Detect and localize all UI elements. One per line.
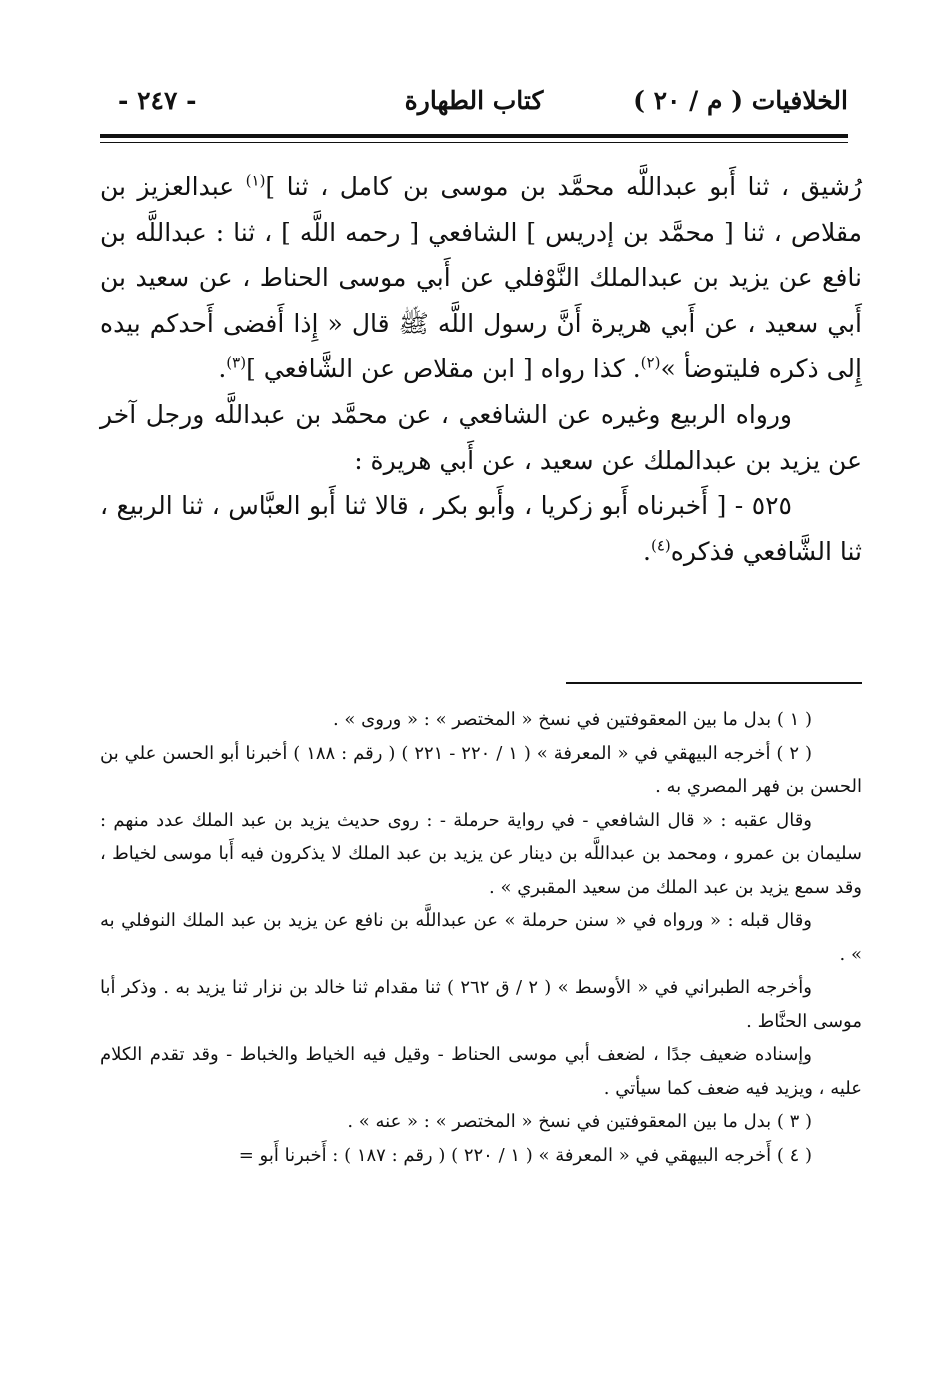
footnote-1: ( ١ ) بدل ما بين المعقوفتين في نسخ « المختصر » : « وروى » . — [332, 709, 812, 730]
main-text — [100, 164, 862, 574]
page-number: - ٢٤٧ - — [118, 86, 197, 115]
footnote-separator — [566, 682, 862, 684]
header-rule-thin — [100, 142, 848, 143]
paragraph-1: رُشيق ، ثنا أَبو عبداللَّه محمَّد بن موسى بن كامل ، ثنا ]$^{(١)}$ عبدالعزيز بن مقلاص ، ثنا [ محمَّد بن إدريس ] الشافعي [ رحمه اللَّه ] ، ثنا : عبداللَّه بن نافع عن يزيد بن عبدالملك النَّوْفلي عن أَبي موسى الحناط ، عن سعيد بن أَبي سعيد ، عن أَبي هريرة أَنَّ رسول اللَّه ﷺ قال « إِذا أَفضى أَحدكم بيده إِلى ذكره فليتوضأ »$^{(٢)}$. كذا رواه [ ابن مقلاص عن الشَّافعي ]$^{(٣)}$. — [100, 171, 862, 384]
footnote-ref-3: (٣) — [226, 354, 247, 373]
footnote-2-cont-c: وأخرجه الطبراني في « الأوسط » ( ٢ / ق ٢٦٢ ) ثنا مقدام ثنا خالد بن نزار ثنا يزيد به . وذكر أبا موسى الحنَّاط . — [100, 977, 862, 1032]
paragraph-3: ٥٢٥ - [ أَخبرناه أَبو زكريا ، وأَبو بكر ، قالا ثنا أَبو العبَّاس ، ثنا الربيع ، ثنا الشَّافعي فذكره$^{(٤)}$. — [100, 491, 862, 566]
footnote-2-cont-a: وقال عقبه : « قال الشافعي - في رواية حرملة - : روى حديث يزيد بن عبد الملك عدد منهم : سليمان بن عمرو ، ومحمد بن عبداللَّه بن دينار عن يزيد بن عبد الملك لا يذكرون فيه أَبا موسى لخياط ، وقد سمع يزيد بن عبد الملك من سعيد المقبري » . — [100, 809, 862, 898]
book-title: الخلافيات ( م / ٢٠ ) — [633, 86, 848, 115]
footnote-ref-1: (١) — [245, 171, 266, 190]
footnote-4: ( ٤ ) أَخرجه البيهقي في « المعرفة » ( ١ / ٢٢٠ ) ( رقم : ١٨٧ ) : أَخبرنا أَبو = — [238, 1144, 812, 1166]
chapter-title: كتاب الطهارة — [404, 86, 544, 115]
running-header — [100, 80, 848, 124]
footnote-2: ( ٢ ) أخرجه البيهقي في « المعرفة » ( ١ / ٢٢٠ - ٢٢١ ) ( رقم : ١٨٨ ) أخبرنا أبو الحسن علي بن الحسن بن فهر المصري به . — [100, 742, 862, 797]
footnote-3: ( ٣ ) بدل ما بين المعقوفتين في نسخ « المختصر » : « عنه » . — [347, 1111, 812, 1132]
paragraph-2: ورواه الربيع وغيره عن الشافعي ، عن محمَّد بن عبداللَّه ورجل آخر عن يزيد بن عبدالملك عن سعيد ، عن أَبي هريرة : — [100, 399, 862, 475]
footnote-2-cont-d: وإسناده ضعيف جدًا ، لضعف أبي موسى الحناط - وقيل فيه الخياط والخباط - وقد تقدم الكلام عليه ، ويزيد فيه ضعف كما سيأتي . — [100, 1044, 862, 1099]
footnote-ref-4: (٤) — [651, 536, 671, 555]
header-rule-thick — [100, 134, 848, 138]
footnote-ref-2: (٢) — [640, 354, 661, 373]
footnotes — [100, 703, 862, 1172]
footnote-2-cont-b: وقال قبله : « ورواه في « سنن حرملة » عن عبداللَّه بن نافع عن يزيد بن عبد الملك النوفلي به » . — [100, 910, 862, 965]
